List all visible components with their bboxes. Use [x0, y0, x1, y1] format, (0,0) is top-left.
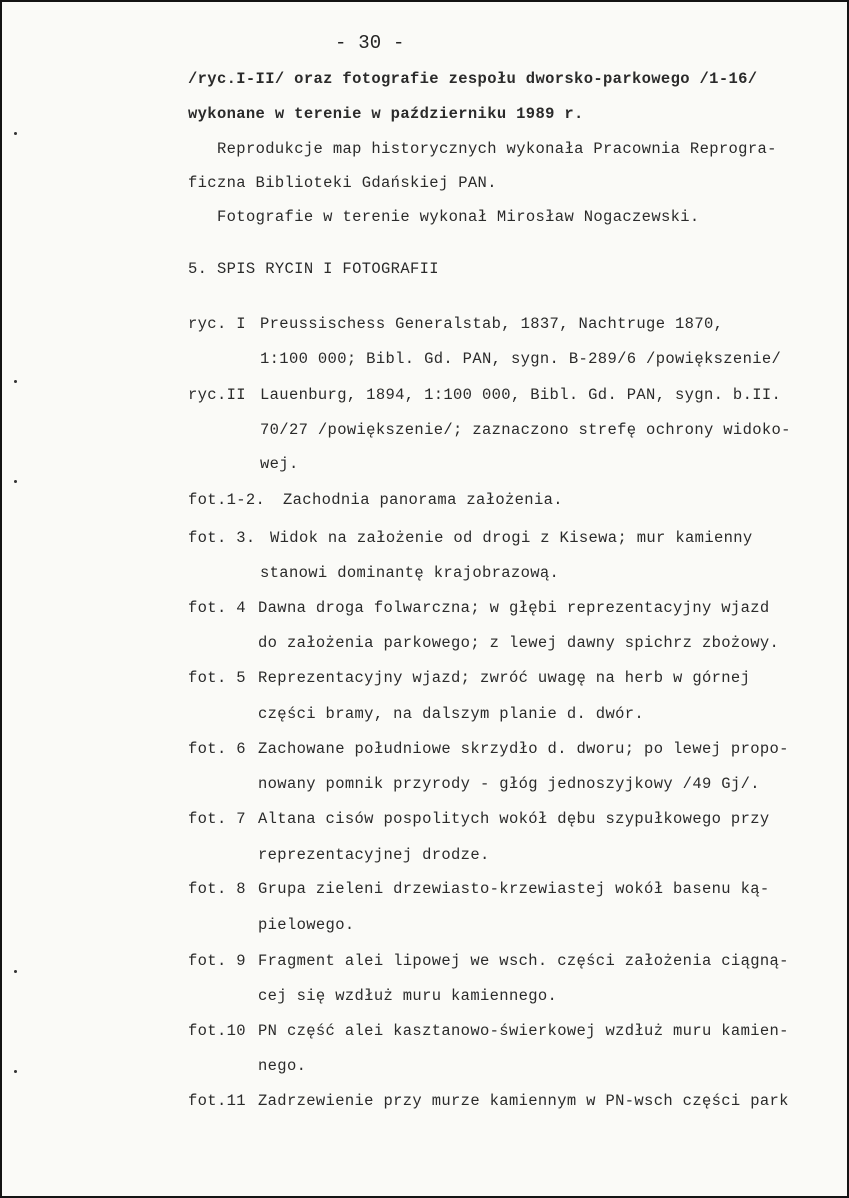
entry-text: reprezentacyjnej drodze.	[258, 846, 490, 864]
entry-label: fot. 9	[188, 952, 246, 970]
entry-label: fot. 4	[188, 599, 246, 617]
entry-label: fot. 5	[188, 669, 246, 687]
entry-text: 70/27 /powiększenie/; zaznaczono strefę ochrony widoko-	[260, 421, 791, 439]
entry-text: Preussischess Generalstab, 1837, Nachtruge 1870,	[260, 315, 724, 333]
intro-line: /ryc.I-II/ oraz fotografie zespołu dworsko-parkowego /1-16/	[188, 70, 758, 88]
entry-text: stanowi dominantę krajobrazową.	[260, 564, 560, 582]
entry-label: fot. 6	[188, 740, 246, 758]
entry-text: 1:100 000; Bibl. Gd. PAN, sygn. B-289/6 /powiększenie/	[260, 350, 782, 368]
margin-dot	[14, 1070, 17, 1073]
entry-text: Reprezentacyjny wjazd; zwróć uwagę na herb w górnej	[258, 669, 751, 687]
entry-text: Zachowane południowe skrzydło d. dworu; po lewej propo-	[258, 740, 789, 758]
margin-dot	[14, 380, 17, 383]
entry-text: Zadrzewienie przy murze kamiennym w PN-wsch części park	[258, 1092, 789, 1110]
intro-line: Reprodukcje map historycznych wykonała Pracownia Reprogra-	[217, 140, 777, 158]
margin-dot	[14, 970, 17, 973]
entry-text: pielowego.	[258, 916, 355, 934]
entry-label: ryc. I	[188, 315, 246, 333]
entry-label: fot. 3.	[188, 529, 256, 547]
entry-label: ryc.II	[188, 386, 246, 404]
margin-dot	[14, 480, 17, 483]
entry-text: nego.	[258, 1057, 307, 1075]
section-heading: 5. SPIS RYCIN I FOTOGRAFII	[188, 260, 439, 278]
entry-text: części bramy, na dalszym planie d. dwór.	[258, 705, 645, 723]
entry-text: nowany pomnik przyrody - głóg jednoszyjkowy /49 Gj/.	[258, 775, 760, 793]
entry-label: fot.10	[188, 1022, 246, 1040]
intro-line: wykonane w terenie w październiku 1989 r.	[188, 105, 584, 123]
intro-line: Fotografie w terenie wykonał Mirosław Nogaczewski.	[217, 208, 700, 226]
entry-text: Dawna droga folwarczna; w głębi reprezentacyjny wjazd	[258, 599, 770, 617]
entry-text: do założenia parkowego; z lewej dawny spichrz zbożowy.	[258, 634, 780, 652]
entry-label: fot. 8	[188, 880, 246, 898]
entry-text: PN część alei kasztanowo-świerkowej wzdłuż muru kamien-	[258, 1022, 789, 1040]
entry-text: cej się wzdłuż muru kamiennego.	[258, 987, 558, 1005]
intro-line: ficzna Biblioteki Gdańskiej PAN.	[188, 174, 497, 192]
entry-text: Zachodnia panorama założenia.	[283, 491, 563, 509]
entry-text: Grupa zieleni drzewiasto-krzewiastej wokół basenu ką-	[258, 880, 770, 898]
entry-text: Lauenburg, 1894, 1:100 000, Bibl. Gd. PAN, sygn. b.II.	[260, 386, 782, 404]
entry-label: fot.1-2.	[188, 491, 266, 509]
entry-text: Widok na założenie od drogi z Kisewa; mur kamienny	[270, 529, 753, 547]
margin-dot	[14, 132, 17, 135]
entry-text: wej.	[260, 455, 299, 473]
entry-label: fot. 7	[188, 810, 246, 828]
entry-text: Altana cisów pospolitych wokół dębu szypułkowego przy	[258, 810, 770, 828]
page-number: - 30 -	[335, 32, 405, 54]
entry-text: Fragment alei lipowej we wsch. części założenia ciągną-	[258, 952, 789, 970]
entry-label: fot.11	[188, 1092, 246, 1110]
